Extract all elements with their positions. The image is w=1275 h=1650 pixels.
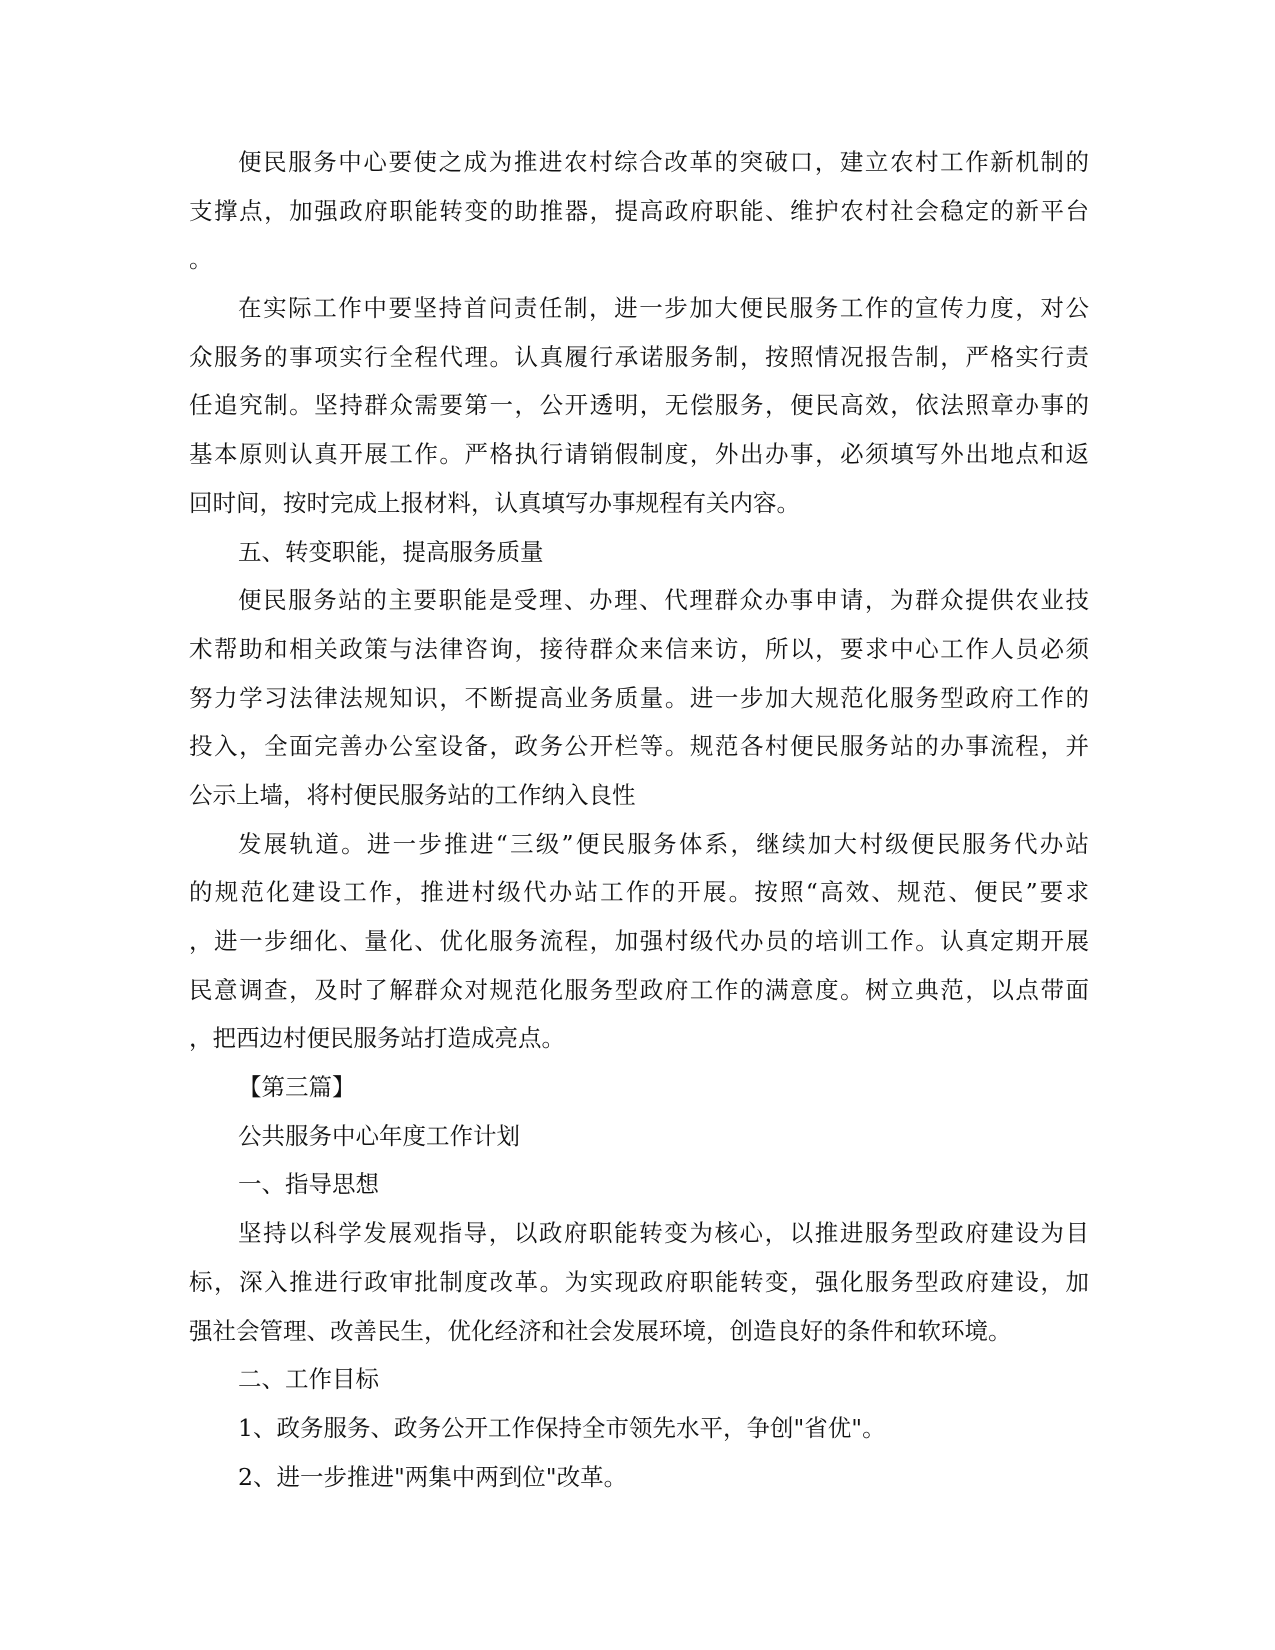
text-line: 一、指导思想 <box>238 1170 379 1199</box>
text-line: ，把西边村便民服务站打造成亮点。 <box>189 1024 565 1053</box>
text-line: 在实际工作中要坚持首问责任制，进一步加大便民服务工作的宣传力度，对公 <box>238 294 1089 323</box>
text-line: 。 <box>189 245 213 274</box>
text-line: ，进一步细化、量化、优化服务流程，加强村级代办员的培训工作。认真定期开展 <box>189 927 1089 955</box>
text-line: 任追究制。坚持群众需要第一，公开透明，无偿服务，便民高效，依法照章办事的 <box>189 391 1089 420</box>
text-line: 发展轨道。进一步推进“三级”便民服务体系，继续加大村级便民服务代办站 <box>238 829 1089 858</box>
text-line: 回时间，按时完成上报材料，认真填写办事规程有关内容。 <box>189 488 800 517</box>
text-line: 五、转变职能，提高服务质量 <box>238 537 544 566</box>
text-line: 坚持以科学发展观指导，以政府职能转变为核心，以推进服务型政府建设为目 <box>238 1219 1089 1248</box>
text-line: 2、进一步推进"两集中两到位"改革。 <box>238 1462 628 1491</box>
text-line: 基本原则认真开展工作。严格执行请销假制度，外出办事，必须填写外出地点和返 <box>189 440 1089 469</box>
text-line: 支撑点，加强政府职能转变的助推器，提高政府职能、维护农村社会稳定的新平台 <box>189 196 1089 225</box>
text-line: 便民服务中心要使之成为推进农村综合改革的突破口，建立农村工作新机制的 <box>238 148 1089 176</box>
text-line: 1、政务服务、政务公开工作保持全市领先水平，争创"省优"。 <box>238 1413 886 1442</box>
document-body <box>189 138 1089 1501</box>
text-line: 公示上墙，将村便民服务站的工作纳入良性 <box>189 780 636 809</box>
text-line: 的规范化建设工作，推进村级代办站工作的开展。按照“高效、规范、便民”要求 <box>189 878 1089 907</box>
text-line: 众服务的事项实行全程代理。认真履行承诺服务制，按照情况报告制，严格实行责 <box>189 342 1089 371</box>
text-line: 强社会管理、改善民生，优化经济和社会发展环境，创造良好的条件和软环境。 <box>189 1316 1012 1345</box>
text-line: 投入，全面完善办公室设备，政务公开栏等。规范各村便民服务站的办事流程，并 <box>189 732 1089 761</box>
text-line: 便民服务站的主要职能是受理、办理、代理群众办事申请，为群众提供农业技 <box>238 586 1089 615</box>
text-line: 二、工作目标 <box>238 1365 379 1394</box>
text-line: 公共服务中心年度工作计划 <box>238 1121 520 1150</box>
text-line: 【第三篇】 <box>238 1073 356 1102</box>
text-line: 标，深入推进行政审批制度改革。为实现政府职能转变，强化服务型政府建设，加 <box>189 1267 1089 1296</box>
text-line: 民意调查，及时了解群众对规范化服务型政府工作的满意度。树立典范，以点带面 <box>189 975 1089 1004</box>
text-line: 术帮助和相关政策与法律咨询，接待群众来信来访，所以，要求中心工作人员必须 <box>189 634 1089 663</box>
text-line: 努力学习法律法规知识，不断提高业务质量。进一步加大规范化服务型政府工作的 <box>189 683 1089 712</box>
